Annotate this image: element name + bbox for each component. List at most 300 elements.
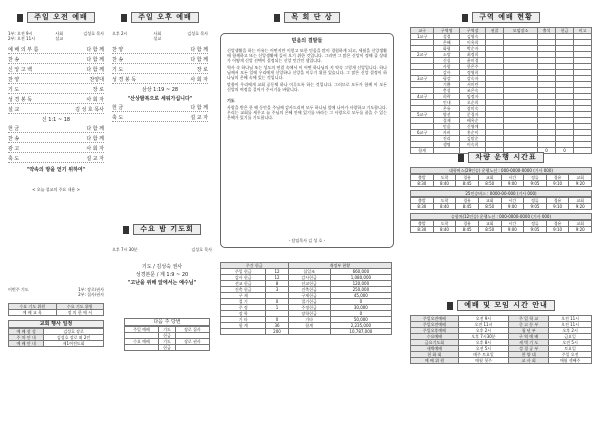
meeting-time: 매월 셋째주 (549, 358, 592, 364)
header-bar-icon (458, 154, 464, 162)
meeting-time: 금요일 (549, 334, 592, 340)
schedule-value: 김성호 장로 (44, 329, 104, 335)
weekly-table (124, 326, 210, 351)
order-item: 찬 송 (8, 57, 20, 63)
order-person: 사 회 자 (86, 97, 104, 103)
weekly-duty (124, 318, 210, 351)
meeting-name: 수요예배 (411, 334, 459, 340)
finance-cell: 50,000 (330, 317, 391, 323)
offering-c2: 정 의 한 에 서 (56, 310, 104, 316)
afternoon-meta-right: 김성호 목사 (187, 31, 208, 36)
news-paragraph: 신앙생활을 하는 이유는 어떤지만 이렇고 또한 믿음을 많이 경험하게 되고, 세월을 신앙생활에 함께하고 또는 신앙생활에 들어 오기 위한 것입니다. 그러면 그 많은 신앙이 정해 줄 상태가 어떻게 신앙 선택이 결정되는 신앙 인간인 셈입니다. (227, 48, 387, 63)
news-heading: 믿음의 결말들 (291, 38, 323, 44)
morning-header (8, 12, 104, 23)
finance-cell: 주 정 (221, 305, 266, 311)
groups-name: 기쁨 (434, 82, 460, 88)
groups-district: 4교구 (411, 94, 434, 100)
table-row (221, 269, 392, 275)
car-time: 9:00 (501, 181, 524, 187)
order-row (8, 136, 104, 143)
table-row (125, 345, 210, 351)
meeting-name: 구 역 예 배 (509, 334, 549, 340)
groups-leader: 한은주 (460, 64, 486, 70)
car-time: 9:00 (501, 204, 524, 210)
order-person: 설 교 자 (190, 115, 208, 121)
groups-leader: 정영희 (460, 70, 486, 76)
car-time: 9:20 (569, 181, 592, 187)
order-row (112, 77, 208, 84)
groups-header-cell: 교구 (411, 28, 434, 34)
weekly-person: 장로 집사 (175, 327, 209, 333)
afternoon-service (112, 12, 208, 125)
finance-cell: 3 (266, 287, 288, 293)
meeting-time: 오전 9시 (458, 316, 508, 322)
groups-header-cell: 비고 (573, 28, 591, 34)
meeting-name: 금요기도회 (411, 340, 459, 346)
groups-name: 믿음 (434, 124, 460, 130)
groups-header-cell: 모임장소 (504, 28, 538, 34)
table-row (411, 204, 592, 210)
groups-leader: 신영애 (460, 124, 486, 130)
schedule-key: 예 배 안 내 (9, 341, 44, 347)
finance-cell: 합 계 (221, 323, 266, 329)
order-item: 성 경 봉 독 (112, 77, 137, 83)
car-time: 8:40 (433, 227, 456, 233)
order-row (8, 156, 104, 163)
news-paragraph: 역사 속 하나님 또는 성도의 연결 속에서 이 어떤 하나님의 지 약속 그렇게 신앙입니다. 하나님께서 모든 일에 우리에게 신앙하나 신앙을 이루기 위한 있습니다. 그 많은 신앙 결정이 하나님의 은혜 속에 있는 것입니다. (227, 65, 387, 80)
meeting-time: 오전 11시 (549, 316, 592, 322)
car-col: 출발 (411, 175, 434, 181)
order-person: 다 함 께 (190, 105, 208, 111)
header-bar-icon (447, 302, 453, 310)
order-row (8, 77, 104, 84)
weekly-role: 헌금 (159, 333, 176, 339)
car-col: 도착 (433, 198, 456, 204)
groups-name: 은혜 (434, 40, 460, 46)
meeting-name: 중 고 등 부 (509, 322, 549, 328)
morning-sermon: "약속의 땅을 얻기 위하여" (26, 167, 86, 173)
header-bar-icon (17, 14, 23, 22)
morning-verse: 신 1:1 ~ 18 (41, 117, 71, 123)
car-col: 도착 (433, 221, 456, 227)
order-row (8, 146, 104, 153)
meeting-time: 주일 오전 (549, 352, 592, 358)
car-time: 9:20 (569, 204, 592, 210)
order-person: 설 교 자 (86, 156, 104, 162)
car-time: 9:00 (501, 227, 524, 233)
finance-cell: 1 (266, 305, 288, 311)
finance-cell: 십일조 (288, 269, 330, 275)
finance-cell: 0 (266, 317, 288, 323)
finance-cell: 8 (266, 281, 288, 287)
groups-name: 충성 (434, 88, 460, 94)
finance-cell: 주정헌금 (288, 305, 330, 311)
morning-service (8, 12, 104, 192)
order-item: 광 고 (8, 146, 20, 152)
groups-leader: 이숙희 (460, 142, 486, 148)
groups-section (410, 12, 592, 154)
afternoon-title: 주일 오후 예배 (131, 12, 198, 23)
groups-total-cell: 0 (555, 148, 573, 154)
finance-cell: 선교헌금 (288, 281, 330, 287)
offering-table (8, 303, 104, 316)
afternoon-header (112, 12, 208, 23)
finance-cell: 장 학 (221, 311, 266, 317)
meetings-section (410, 300, 592, 364)
header-bar-icon (123, 226, 129, 234)
finance-header: 주간 헌금 (221, 263, 289, 269)
order-person: 다 함 께 (86, 47, 104, 53)
meeting-time: 오후 2시 (458, 328, 508, 334)
car-time: 8:40 (433, 181, 456, 187)
car-time: 8:40 (433, 204, 456, 210)
finance-cell: 10,787,000 (330, 329, 391, 335)
header-bar-icon (274, 14, 280, 22)
morning-meta-mid: 사회 설교 (55, 31, 64, 41)
car-col: 시간 (501, 221, 524, 227)
meetings-table (410, 315, 592, 364)
groups-header (410, 12, 592, 23)
car-col: 교회 (569, 175, 592, 181)
car-header (410, 152, 592, 163)
car-time: 9:20 (569, 227, 592, 233)
groups-name: 인내 (434, 100, 460, 106)
car-col: 경유 (546, 198, 569, 204)
finance-cell: 0 (330, 299, 391, 305)
groups-district: 5교구 (411, 112, 434, 118)
meeting-name: 새벽예배 (411, 346, 459, 352)
wednesday-meta-row (112, 247, 212, 252)
groups-name: 자비 (434, 130, 460, 136)
groups-header-cell: 출석 (538, 28, 556, 34)
news-box (220, 33, 394, 248)
groups-name: 소망 (434, 52, 460, 58)
order-person: 다 함 께 (86, 67, 104, 73)
finance-cell: 0 (330, 311, 391, 317)
car-time: 8:30 (411, 181, 434, 187)
car-time: 8:45 (456, 181, 479, 187)
meeting-name: 성 경 공 부 (509, 346, 549, 352)
groups-name: 감사 (434, 70, 460, 76)
order-person: 장 로 (196, 67, 208, 73)
finance-cell: 120,000 (330, 281, 391, 287)
groups-name: 온유 (434, 106, 460, 112)
finance-cell (221, 329, 266, 335)
schedule-small-table (8, 328, 104, 347)
table-row (125, 339, 210, 345)
finance-cell: 1,080,000 (330, 275, 391, 281)
table-row (9, 335, 104, 341)
order-row (112, 57, 208, 64)
meetings-header (410, 300, 592, 311)
order-person: 다 함 께 (86, 126, 104, 132)
finance-cell: 200 (266, 329, 288, 335)
meeting-name: 새 벽 기 도 (509, 340, 549, 346)
schedule-key: 예 배 장 성 (9, 329, 44, 335)
groups-leader: 오순희 (460, 100, 486, 106)
meeting-time: 오전 11시 (458, 322, 508, 328)
meeting-name: 주 일 학 교 (509, 316, 549, 322)
groups-name: 평강 (434, 76, 460, 82)
header-bar-icon (462, 14, 468, 22)
groups-leader: 김영숙 (460, 34, 486, 40)
order-item: 축 도 (112, 115, 124, 121)
finance-cell: 건축헌금 (288, 287, 330, 293)
finance-header: 재정부 현황 (288, 263, 391, 269)
finance-cell (288, 329, 330, 335)
weekly-person: 장로 권사 (175, 339, 209, 345)
groups-leader: 김말순 (460, 136, 486, 142)
order-person: 찬양대 (89, 77, 104, 83)
order-item: 기 도 (112, 67, 124, 73)
offering-c1: 예 배 교 육 (9, 310, 57, 316)
schedule-key: 주 차 안 내 (9, 335, 44, 341)
groups-leader: 박순자 (460, 46, 486, 52)
finance-cell: 30,000 (330, 305, 391, 311)
groups-leader: 강숙자 (460, 76, 486, 82)
wednesday-header (112, 224, 212, 235)
groups-name: 생명 (434, 142, 460, 148)
car-col: 교회 (478, 221, 501, 227)
groups-district: 6교구 (411, 130, 434, 136)
meetings-title: 예배 및 모임 시간 안내 (457, 300, 555, 311)
groups-name: 성결 (434, 34, 460, 40)
meeting-time: 오전 5시 (549, 340, 592, 346)
car-col: 도착 (433, 175, 456, 181)
groups-leader: 서미란 (460, 82, 486, 88)
order-row (8, 57, 104, 64)
order-item: 찬 송 (8, 136, 20, 142)
meeting-name: 찬 양 대 (509, 352, 549, 358)
order-row (8, 126, 104, 133)
weekly-service (125, 345, 159, 351)
car-col: 경유 (456, 221, 479, 227)
afternoon-verse: 삼상 1:19 ~ 28 (141, 87, 179, 93)
table-row (125, 327, 210, 333)
order-person: 사 회 자 (86, 146, 104, 152)
order-item: 찬 양 (8, 77, 20, 83)
afternoon-closing (112, 105, 208, 122)
groups-name: 양선 (434, 112, 460, 118)
car-route-label: 승합차(12인승) 운행노선 : 000-0000-0000 (기사 000) (410, 213, 592, 220)
groups-header-cell: 구역장 (460, 28, 486, 34)
finance-cell: 36 (266, 323, 288, 329)
order-item: 설 교 (8, 107, 20, 113)
groups-header-cell: 권찰 (486, 28, 504, 34)
car-routes (410, 167, 592, 233)
finance-cell: 0 (266, 299, 288, 305)
prayer-left: 이번주 기도 (8, 287, 29, 292)
groups-total-cell: 0 (538, 148, 556, 154)
wednesday-time: 오후 7시 30분 (112, 247, 138, 252)
table-row (411, 227, 592, 233)
order-item: 신 앙 고 백 (8, 67, 33, 73)
meeting-time: 매월 첫주 (458, 358, 508, 364)
finance-cell: 12 (266, 275, 288, 281)
weekly-service: 수요 예배 (125, 339, 159, 345)
groups-leader: 문경자 (460, 112, 486, 118)
meeting-time: 토요일 (549, 346, 592, 352)
car-col: 교회 (569, 221, 592, 227)
car-route-label: 25인승버스 : 0000-00-000 (기사 000) (410, 190, 592, 197)
car-col: 정류 (524, 175, 547, 181)
car-time: 8:45 (456, 227, 479, 233)
car-route-table (410, 197, 592, 210)
groups-table (410, 27, 592, 154)
table-row (221, 317, 392, 323)
car-col: 경유 (546, 175, 569, 181)
morning-note: < 오늘 설교의 주요 내용 > (32, 187, 80, 192)
morning-order (8, 47, 104, 114)
order-person: 장 로 (92, 87, 104, 93)
order-item: 헌 금 (8, 126, 20, 132)
table-row (221, 305, 392, 311)
finance-cell: 기타 (288, 317, 330, 323)
order-row (8, 107, 104, 114)
weekly-person (175, 345, 209, 351)
groups-name: 희락 (434, 94, 460, 100)
car-time: 9:10 (546, 181, 569, 187)
car-col: 정류 (524, 198, 547, 204)
car-col: 출발 (411, 221, 434, 227)
order-person: 다 함 께 (86, 136, 104, 142)
order-item: 찬 양 (112, 47, 124, 53)
order-row (8, 47, 104, 54)
meeting-name: 주일오후예배 (411, 328, 459, 334)
table-row (221, 323, 392, 329)
order-item: 축 도 (8, 156, 20, 162)
wednesday-verse: 성경본문 / 계 1:9 ~ 20 (135, 272, 189, 278)
groups-title: 구역 예배 현황 (472, 12, 539, 23)
finance-cell: 2,235,000 (330, 323, 391, 329)
offering-h2: 수요 기도 위원 (56, 304, 104, 310)
car-col: 경유 (456, 175, 479, 181)
finance-cell: 주일 헌금 (221, 269, 266, 275)
meeting-time: 매주 토요일 (458, 352, 508, 358)
header-bar-icon (121, 14, 127, 22)
groups-total-cell: 합계 (411, 148, 434, 154)
morning-meta-left: 1부: 오전 9시 2부: 오전 11시 (8, 31, 35, 41)
car-col: 교회 (478, 175, 501, 181)
order-person: 김 성 호 목사 (75, 107, 104, 113)
finance-table (220, 262, 392, 335)
groups-district: 3교구 (411, 76, 434, 82)
news-footer: - 담임목사 김 성 호 - (288, 238, 326, 243)
meeting-name: 주일오전예배 (411, 322, 459, 328)
news-header (222, 12, 392, 23)
table-row (411, 358, 592, 364)
groups-leader: 윤미경 (460, 58, 486, 64)
meeting-name: 주일오전예배 (411, 316, 459, 322)
car-time: 9:10 (546, 227, 569, 233)
afternoon-order (112, 47, 208, 84)
car-col: 출발 (411, 198, 434, 204)
finance-cell: 절기헌금 (288, 299, 330, 305)
order-item: 기 도 (8, 87, 20, 93)
finance-cell: 감사 헌금 (221, 275, 266, 281)
car-time: 8:50 (478, 227, 501, 233)
order-row (8, 67, 104, 74)
groups-name: 절제 (434, 118, 460, 124)
meeting-time: 오전 5시 (458, 346, 508, 352)
order-item: 찬 송 (112, 57, 124, 63)
car-time: 8:50 (478, 181, 501, 187)
finance-cell: 장학헌금 (288, 311, 330, 317)
order-item: 예 배 의 부 름 (8, 47, 39, 53)
groups-header-cell: 헌금 (555, 28, 573, 34)
schedule-small (8, 320, 104, 347)
weekly-role: 기도 (159, 339, 176, 345)
order-row (112, 115, 208, 122)
car-col: 시간 (501, 198, 524, 204)
car-col: 경유 (546, 221, 569, 227)
order-row (112, 67, 208, 74)
table-row (411, 181, 592, 187)
groups-leader: 이옥희 (460, 40, 486, 46)
pastoral-column (222, 12, 392, 23)
meeting-time: 오후 8시 (458, 340, 508, 346)
order-row (112, 105, 208, 112)
groups-header-cell: 구역명 (434, 28, 460, 34)
schedule-value: 제1여전도회 (44, 341, 104, 347)
wednesday-prayer: 기도 / 김성숙 권사 (141, 264, 183, 270)
meeting-name: 예 배 위 원 (411, 358, 459, 364)
order-row (8, 97, 104, 104)
car-time: 9:05 (524, 204, 547, 210)
groups-leader: 조은숙 (460, 88, 486, 94)
groups-district: 2교구 (411, 52, 434, 58)
car-route-table (410, 220, 592, 233)
meeting-name: 헌 화 회 (411, 352, 459, 358)
car-time: 8:30 (411, 204, 434, 210)
groups-name: 진리 (434, 136, 460, 142)
car-time: 8:50 (478, 204, 501, 210)
news-title: 목 회 단 상 (284, 12, 339, 23)
prayer-mid: 1부: 장로/권사 2부: 집사/권사 (78, 287, 104, 297)
afternoon-meta-mid: 사회 설교 (153, 31, 162, 41)
groups-leader: 홍순이 (460, 130, 486, 136)
order-item: 헌 금 (112, 105, 124, 111)
morning-meta (8, 31, 104, 41)
car-col: 교회 (569, 198, 592, 204)
table-row (221, 287, 392, 293)
meeting-time: 오전 11시 (549, 322, 592, 328)
afternoon-meta-left: 오후 2시 (112, 31, 128, 36)
car-route-label: 대형버스(29인승) 운행노선 : 000-0000-0000 (기사 000) (410, 167, 592, 174)
car-time: 8:30 (411, 227, 434, 233)
finance-cell: 구제헌금 (288, 293, 330, 299)
schedule-value: 김성호 장로 외 2인 (44, 335, 104, 341)
order-person: 다 함 께 (190, 57, 208, 63)
groups-name: 사랑 (434, 64, 460, 70)
offering-h1: 수요 기도 위원 (9, 304, 57, 310)
afternoon-sermon: "산상팔복으로 세워가십니다" (127, 96, 193, 102)
groups-leader: 임정자 (460, 94, 486, 100)
meeting-name: 청 년 부 (509, 328, 549, 334)
car-section (410, 152, 592, 233)
groups-leader: 장미숙 (460, 106, 486, 112)
news-subparagraph: 사랑을 받은 한 해 동안을 주님께 감사드리며 모두 하나님 앞에 나아가 사랑하고 기도합니다. 우리는 교회를 세우고 늘 주님의 은혜 안에 있기를 바라는 그 사랑으로 모두를 품을 수 있는 은혜가 있기를 기도합니다. (227, 105, 387, 120)
weekly-service: 주일 예배 (125, 327, 159, 333)
weekly-role: 기도 (159, 327, 176, 333)
finance-cell: 기 타 (221, 317, 266, 323)
car-time: 8:45 (456, 204, 479, 210)
car-time: 9:05 (524, 227, 547, 233)
wednesday-sermon: "고난을 위해 앞에서는 예수님" (127, 280, 197, 286)
morning-title: 주일 오전 예배 (27, 12, 94, 23)
table-row (221, 281, 392, 287)
groups-leader: 배옥순 (460, 118, 486, 124)
